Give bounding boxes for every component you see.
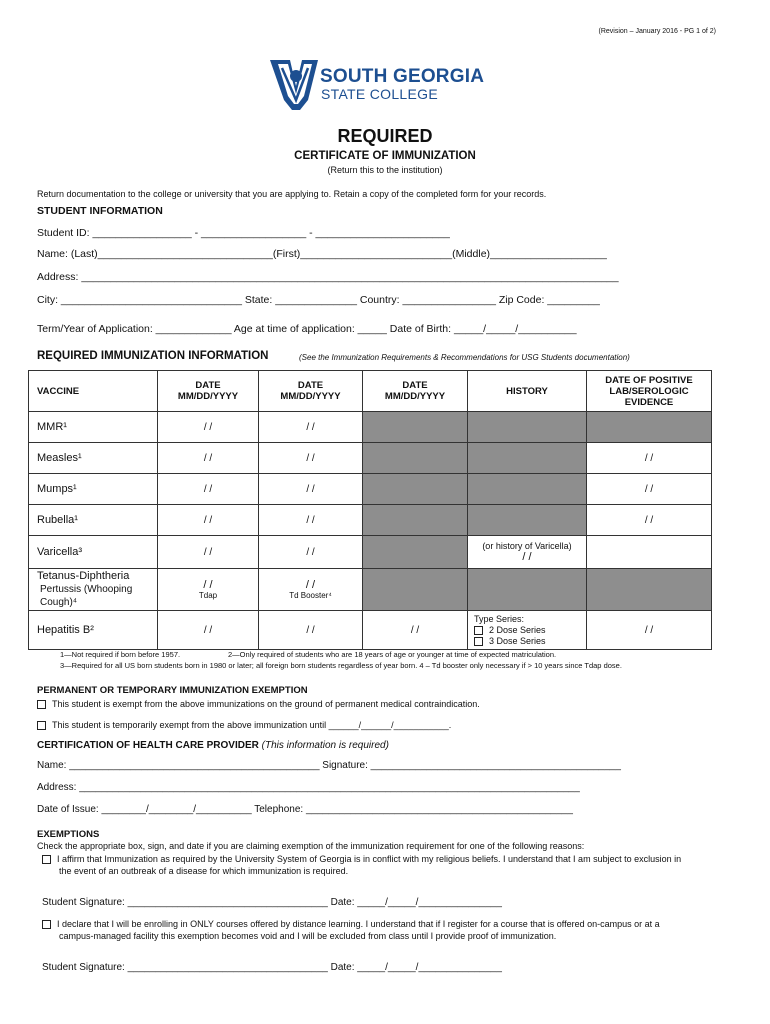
tdap-label: Tdap	[198, 591, 218, 600]
checkbox-icon[interactable]	[474, 637, 483, 646]
logo-line-2: STATE COLLEGE	[321, 86, 438, 102]
blocked-cell	[468, 569, 587, 611]
return-note: (Return this to the institution)	[327, 165, 443, 175]
date-cell[interactable]	[158, 569, 259, 611]
date-cell[interactable]	[259, 569, 363, 611]
student-id-field[interactable]: Student ID: _________________ - __________________ - _______________________	[37, 227, 450, 239]
blocked-cell	[363, 443, 468, 474]
table-row	[29, 569, 712, 611]
immunization-table	[28, 370, 712, 650]
header-date-3: DATE MM/DD/YYYY	[363, 371, 468, 412]
table-row	[29, 412, 712, 443]
vaccine-mmr: MMR¹	[29, 412, 158, 443]
table-row	[29, 474, 712, 505]
date-cell[interactable]: / /	[158, 536, 259, 569]
lab-date-cell[interactable]	[587, 536, 712, 569]
tdap-date[interactable]: / /	[203, 579, 213, 591]
instructions: Return documentation to the college or university that you are applying to. Retain a copy of the completed form for your records.	[37, 189, 547, 199]
temporary-exemption-option[interactable]: This student is temporarily exempt from the above immunization until ______/______/___________.	[37, 720, 451, 730]
header-date-2: DATE MM/DD/YYYY	[259, 371, 363, 412]
header-lab-evidence: DATE OF POSITIVE LAB/SEROLOGIC EVIDENCE	[587, 371, 712, 412]
table-row	[29, 505, 712, 536]
blocked-cell	[468, 505, 587, 536]
vaccine-tetanus	[29, 569, 158, 611]
header-vaccine: VACCINE	[29, 371, 158, 412]
table-row	[29, 443, 712, 474]
date-cell[interactable]: / /	[259, 505, 363, 536]
immunization-note: (See the Immunization Requirements & Recommendations for USG Students documentation)	[299, 353, 630, 362]
vaccine-varicella: Varicella³	[29, 536, 158, 569]
immunization-heading: REQUIRED IMMUNIZATION INFORMATION	[37, 350, 269, 362]
page-title: REQUIRED	[337, 126, 433, 146]
date-cell[interactable]: / /	[259, 474, 363, 505]
date-cell[interactable]: / /	[158, 443, 259, 474]
page-subtitle: CERTIFICATE OF IMMUNIZATION	[294, 150, 476, 162]
checkbox-icon[interactable]	[42, 920, 51, 929]
blocked-cell	[468, 474, 587, 505]
varicella-history-date[interactable]: / /	[522, 551, 532, 563]
vaccine-tetanus-label: Tetanus-Diphtheria	[37, 570, 130, 582]
provider-date-telephone-field[interactable]: Date of Issue: ________/________/__________ Telephone: ________________________________________________	[37, 804, 573, 815]
checkbox-icon[interactable]	[37, 721, 46, 730]
lab-date-cell[interactable]: / /	[587, 611, 712, 650]
distance-exemption-option[interactable]: I declare that I will be enrolling in ONLY courses offered by distance learning. I understand that if I register for a course that is offered on-campus or at a	[42, 919, 660, 929]
name-field[interactable]: Name: (Last)______________________________(First)__________________________(Middle)____________________	[37, 248, 607, 260]
provider-name-signature-field[interactable]: Name: _____________________________________________ Signature: _____________________________________________	[37, 760, 621, 771]
lab-date-cell[interactable]: / /	[587, 443, 712, 474]
blocked-cell	[587, 412, 712, 443]
blocked-cell	[363, 474, 468, 505]
vaccine-mumps: Mumps¹	[29, 474, 158, 505]
date-cell[interactable]: / /	[363, 611, 468, 650]
checkbox-icon[interactable]	[474, 626, 483, 635]
vaccine-rubella: Rubella¹	[29, 505, 158, 536]
exemptions-intro: Check the appropriate box, sign, and date if you are claiming exemption of the immunization requirement for one of the following reasons:	[37, 841, 585, 851]
date-cell[interactable]: / /	[259, 443, 363, 474]
date-cell[interactable]: / /	[158, 505, 259, 536]
footnote-3-4: 3—Required for all US born students born in 1980 or later; all foreign born students regardless of year born. 4 – Td booster only necessary if > 10 years since Tdap dose.	[60, 661, 622, 670]
term-age-dob-field[interactable]: Term/Year of Application: _____________ Age at time of application: _____ Date of Birth: _____/_____/__________	[37, 323, 577, 335]
blocked-cell	[363, 536, 468, 569]
blocked-cell	[468, 443, 587, 474]
date-cell[interactable]: / /	[158, 611, 259, 650]
blocked-cell	[363, 412, 468, 443]
header-date-1: DATE MM/DD/YYYY	[158, 371, 259, 412]
provider-heading: CERTIFICATION OF HEALTH CARE PROVIDER (This information is required)	[37, 740, 389, 751]
revision-note: (Revision – January 2016 - PG 1 of 2)	[598, 28, 716, 35]
header-history: HISTORY	[468, 371, 587, 412]
table-row	[29, 536, 712, 569]
religious-exemption-text-2: the event of an outbreak of a disease for which immunization is required.	[59, 866, 349, 876]
date-cell[interactable]: / /	[259, 536, 363, 569]
date-cell[interactable]: / /	[259, 412, 363, 443]
student-signature-1[interactable]: Student Signature: ____________________________________ Date: _____/_____/_______________	[42, 897, 502, 908]
date-cell[interactable]: / /	[158, 474, 259, 505]
date-cell[interactable]: / /	[259, 611, 363, 650]
checkbox-icon[interactable]	[37, 700, 46, 709]
permanent-exemption-option[interactable]: This student is exempt from the above immunizations on the ground of permanent medical contraindication.	[37, 699, 480, 709]
three-dose-option[interactable]: 3 Dose Series	[474, 636, 586, 647]
td-booster-date[interactable]: / /	[305, 579, 316, 591]
footnote-2: 2—Only required of students who are 18 years of age or younger at time of expected matriculation.	[228, 650, 557, 659]
footnote-1: 1—Not required if born before 1957.	[60, 650, 181, 659]
student-info-heading: STUDENT INFORMATION	[37, 205, 163, 217]
history-cell[interactable]	[468, 536, 587, 569]
blocked-cell	[363, 505, 468, 536]
varicella-history-label: (or history of Varicella)	[482, 541, 572, 551]
type-series-label: Type Series:	[474, 613, 525, 624]
vaccine-hepatitis-b: Hepatitis B²	[29, 611, 158, 650]
td-booster-label: Td Booster⁴	[289, 591, 332, 600]
religious-exemption-option[interactable]: I affirm that Immunization as required by the University System of Georgia is in conflict with my religious beliefs. I understand that I am subject to exclusion in	[42, 854, 681, 864]
checkbox-icon[interactable]	[42, 855, 51, 864]
table-header-row	[29, 371, 712, 412]
two-dose-option[interactable]: 2 Dose Series	[474, 625, 586, 636]
student-signature-2[interactable]: Student Signature: ____________________________________ Date: _____/_____/_______________	[42, 962, 502, 973]
exemptions-heading: EXEMPTIONS	[37, 829, 100, 840]
distance-exemption-text-2: campus-managed facility this exemption becomes void and I will be excluded from class until I provide proof of immunization.	[59, 931, 557, 941]
vaccine-measles: Measles¹	[29, 443, 158, 474]
lab-date-cell[interactable]: / /	[587, 474, 712, 505]
blocked-cell	[363, 569, 468, 611]
date-cell[interactable]: / /	[158, 412, 259, 443]
city-state-zip-field[interactable]: City: _______________________________ State: ______________ Country: ________________ Zip Code: _________	[37, 294, 600, 306]
blocked-cell	[587, 569, 712, 611]
address-field[interactable]: Address: ____________________________________________________________________________________________	[37, 271, 619, 283]
logo-line-1: SOUTH GEORGIA	[320, 66, 485, 87]
lab-date-cell[interactable]: / /	[587, 505, 712, 536]
provider-address-field[interactable]: Address: __________________________________________________________________________________________	[37, 782, 580, 793]
table-row	[29, 611, 712, 650]
hepb-series-cell	[468, 611, 587, 650]
vaccine-pertussis-label: Pertussis (Whooping Cough)⁴	[40, 584, 133, 608]
blocked-cell	[468, 412, 587, 443]
exemption-heading: PERMANENT OR TEMPORARY IMMUNIZATION EXEMPTION	[37, 685, 308, 696]
